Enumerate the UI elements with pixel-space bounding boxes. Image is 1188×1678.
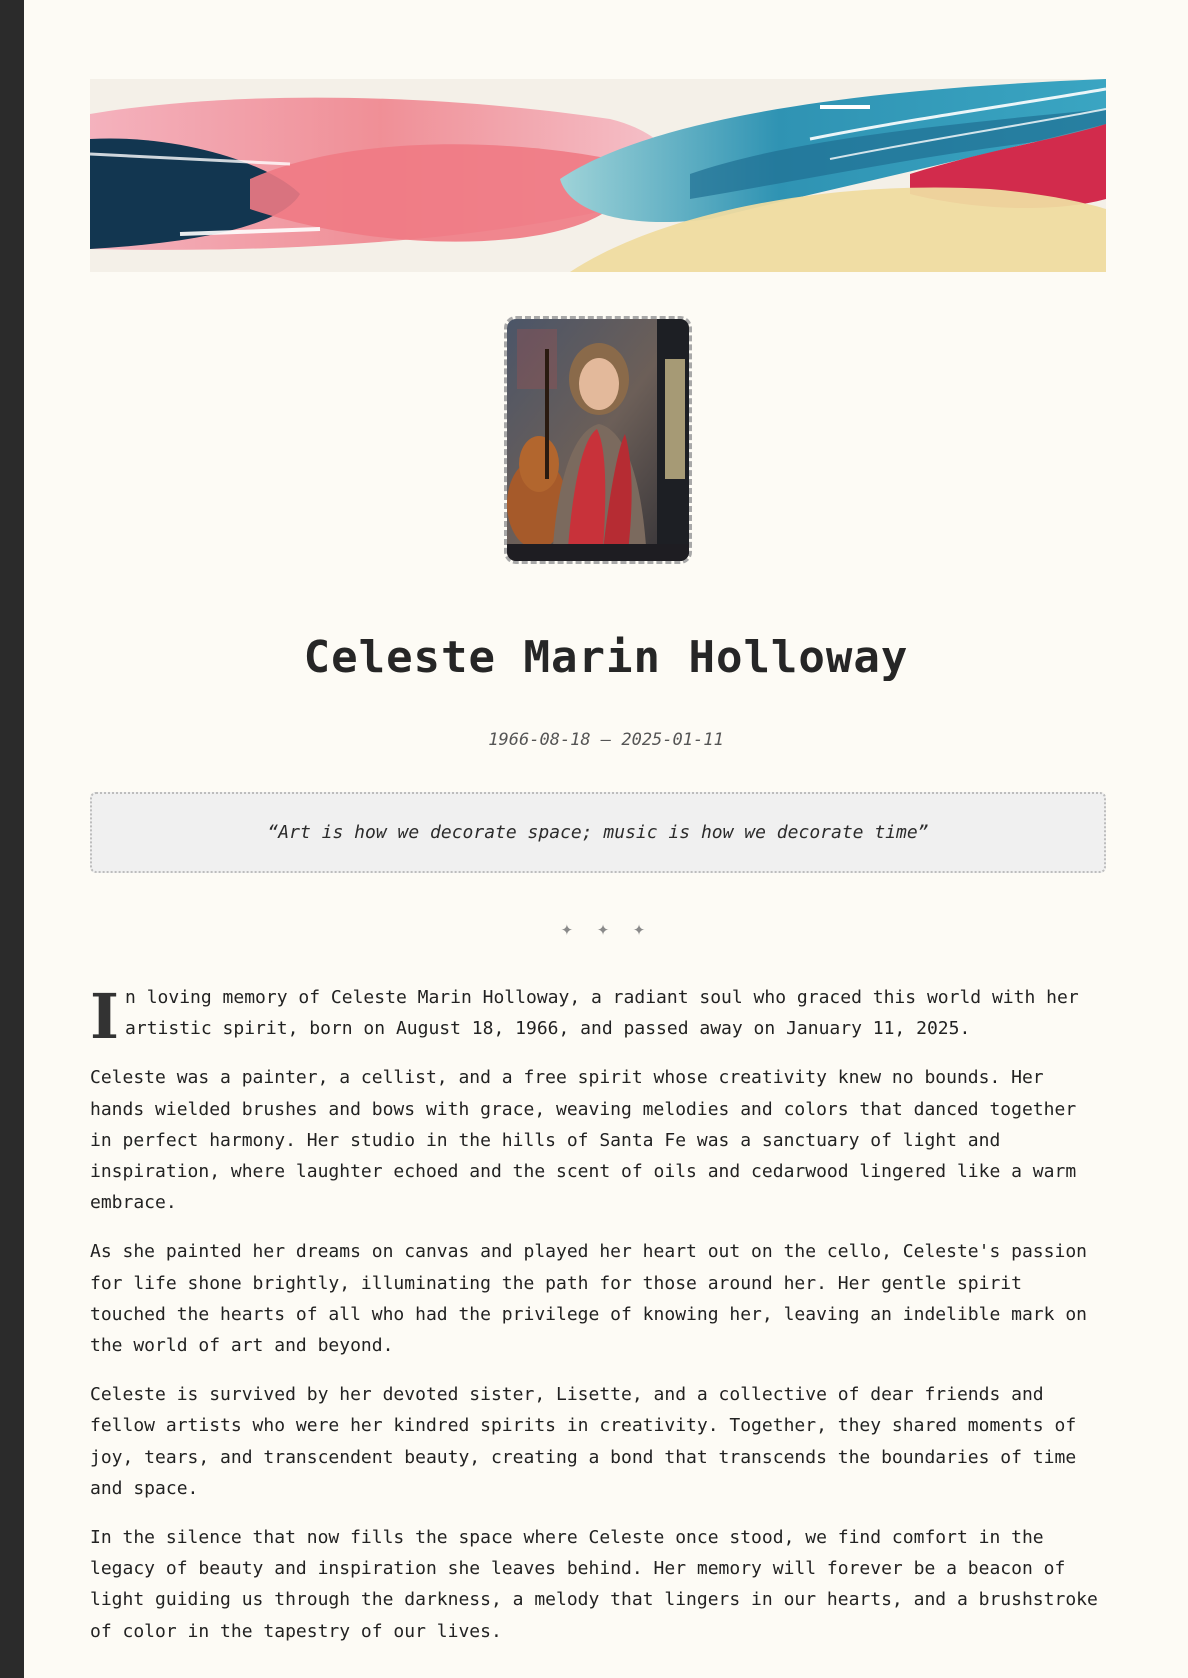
deceased-name: Celeste Marin Holloway	[303, 632, 909, 683]
life-dates: 1966-08-18 – 2025-01-11	[488, 730, 724, 750]
paragraph-intro-text: n loving memory of Celeste Marin Holloway, a radiant soul who graced this world with her artistic spirit, born on August 18, 1966, and passed away on January 11, 2025.	[125, 987, 1079, 1040]
paragraph: In the silence that now fills the space where Celeste once stood, we find comfort in the legacy of beauty and inspiration she leaves behind. Her memory will forever be a beacon of light guiding us through the darkness, a melody that lingers in our hearts, and a brushstroke of color in the tapestry of our lives.	[90, 1527, 1098, 1642]
paragraph: Celeste was a painter, a cellist, and a free spirit whose creativity knew no bounds. Her hands wielded brushes and bows with grace, weaving melodies and colors that danced together in perfect harmony. Her studio in the hills of Santa Fe was a sanctuary of light and inspiration, where laughter echoed and the scent of oils and cedarwood lingered like a warm embrace.	[90, 1067, 1077, 1214]
paragraph: As she painted her dreams on canvas and played her heart out on the cello, Celeste's passion for life shone brightly, illuminating the path for those around her. Her gentle spirit touched the hearts of all who had the privilege of knowing her, leaving an indelible mark on the world of art and beyond.	[90, 1241, 1087, 1357]
quote-box	[90, 792, 1106, 873]
obituary-text	[90, 982, 1106, 1665]
watercolor-banner	[90, 79, 1106, 272]
portrait-photo	[504, 316, 692, 564]
portrait-image	[507, 319, 689, 561]
watercolor-brushstrokes-image	[90, 79, 1106, 272]
drop-cap: I	[90, 980, 120, 1053]
ornament-divider: ✦ ✦ ✦	[560, 916, 652, 940]
paragraph-intro	[90, 980, 1106, 1053]
quote-text: “Art is how we decorate space; music is how we decorate time”	[267, 822, 929, 843]
memorial-page	[24, 0, 1188, 1678]
paragraph: Celeste is survived by her devoted sister, Lisette, and a collective of dear friends and fellow artists who were her kindred spirits in creativity. Together, they shared moments of joy, tears, and transcendent beauty, creating a bond that transcends the boundaries of time and space.	[90, 1384, 1077, 1499]
